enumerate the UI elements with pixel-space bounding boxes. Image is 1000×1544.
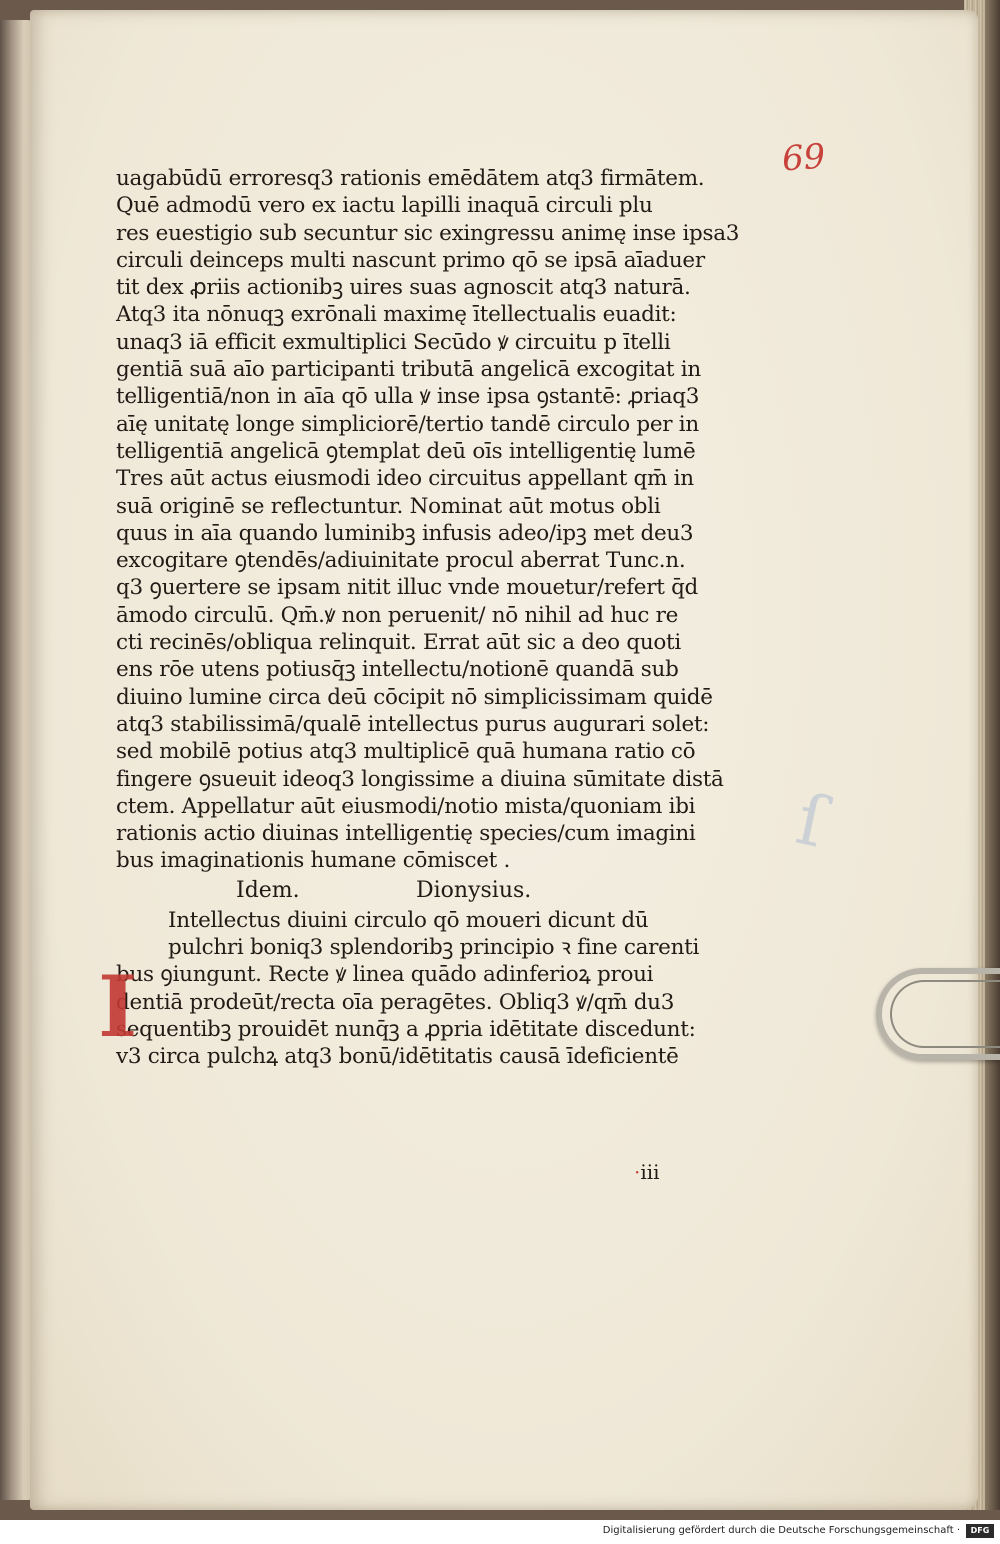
text-line: bus imaginationis humane cōmiscet . bbox=[116, 848, 511, 874]
book-cover-edge bbox=[985, 0, 1000, 1510]
text-line: suā originē se reflectuntur. Nominat aūt motus obli bbox=[116, 493, 661, 519]
text-line: sequentibꝫ prouidēt nunq̄ꝫ a ꝓpria idētitate discedunt: bbox=[116, 1016, 696, 1042]
text-line: rationis actio diuinas intelligentię species/cum imagini bbox=[116, 821, 696, 847]
text-line: Quē admodū vero ex iactu lapilli inaquā circuli plu bbox=[116, 193, 653, 219]
text-line: aīę unitatę longe simpliciorē/tertio tandē circulo per in bbox=[116, 411, 699, 437]
text-line: sed mobilē potius atq3 multiplicē quā humana ratio cō bbox=[116, 739, 696, 765]
text-line: telligentiā/non in aīa qō ulla ꝟ inse ipsa ꝯstantē: ꝓriaq3 bbox=[116, 384, 700, 410]
text-line: fingere ꝯsueuit ideoq3 longissime a diuina sūmitate distā bbox=[116, 766, 724, 792]
text-line: atq3 stabilissimā/qualē intellectus purus augurari solet: bbox=[116, 711, 710, 737]
text-line: q3 ꝯuertere se ipsam nitit illuc vnde mouetur/refert q̄d bbox=[116, 575, 698, 601]
section-heading bbox=[116, 875, 756, 907]
signature-text: iii bbox=[640, 1160, 660, 1184]
signature-dot: · bbox=[634, 1160, 641, 1184]
heading-dionysius: Dionysius. bbox=[416, 877, 532, 903]
text-line: ens rōe utens potiusq̄ꝫ intellectu/notionē quandā sub bbox=[116, 657, 679, 683]
text-line: res euestigio sub secuntur sic exingressu animę inse ipsa3 bbox=[116, 220, 740, 246]
text-line: diuino lumine circa deū cōcipit nō simplicissimam quidē bbox=[116, 684, 713, 710]
text-line: excogitare ꝯtendēs/adiuinitate procul aberrat Tunc.n. bbox=[116, 548, 686, 574]
text-line: cti recinēs/obliqua relinquit. Errat aūt sic a deo quoti bbox=[116, 630, 681, 656]
dfg-logo-badge: DFG bbox=[966, 1524, 994, 1538]
text-line: quus in aīa quando luminibꝫ infusis adeo/ipꝫ met deu3 bbox=[116, 520, 694, 546]
red-initial-letter: I bbox=[98, 957, 138, 1056]
margin-flourish-mark: ſ bbox=[789, 778, 833, 864]
text-line: bus ꝯiungunt. Recte ꝟ linea quādo adinferioꝝ proui bbox=[116, 962, 654, 988]
text-line: dentiā prodeūt/recta oīa peragētes. Obliq3 ꝟ/qm̄ du3 bbox=[116, 989, 675, 1015]
text-line: pulchri boniq3 splendoribꝫ principio ꝛ fine carenti bbox=[168, 935, 700, 961]
text-line: āmodo circulū. Qm̄.ꝟ non peruenit/ nō nihil ad huc re bbox=[116, 602, 679, 628]
text-line: uagabūdū erroresq3 rationis emēdātem atq3 firmātem. bbox=[116, 166, 705, 191]
text-line: telligentiā angelicā ꝯtemplat deū oīs intelligentię lumē bbox=[116, 438, 696, 464]
text-line: Atq3 ita nōnuqꝫ exrōnali maximę ītellectualis euadit: bbox=[116, 302, 677, 328]
heading-idem: Idem. bbox=[236, 877, 300, 903]
metal-page-clip-inner bbox=[890, 980, 1000, 1048]
text-block bbox=[116, 165, 756, 1071]
text-line: unaq3 iā efficit exmultiplici Secūdo ꝟ circuitu p ītelli bbox=[116, 329, 671, 355]
quire-signature bbox=[634, 1160, 660, 1184]
text-line: Tres aūt actus eiusmodi ideo circuitus appellant qm̄ in bbox=[116, 466, 694, 492]
text-line: tit dex ꝓriis actionibꝫ uires suas agnoscit atq3 naturā. bbox=[116, 275, 691, 301]
digitization-credit: Digitalisierung gefördert durch die Deutsche Forschungsgemeinschaft · bbox=[602, 1525, 960, 1536]
page-number: 69 bbox=[780, 136, 827, 180]
text-line: Intellectus diuini circulo qō moueri dicunt dū bbox=[168, 907, 649, 933]
text-line: v3 circa pulchꝝ atq3 bonū/idētitatis causā īdeficientē bbox=[116, 1044, 679, 1070]
book-page bbox=[30, 10, 978, 1510]
text-line: gentiā suā aīo participanti tributā angelicā excogitat in bbox=[116, 357, 701, 383]
adjacent-left-page bbox=[0, 20, 34, 1500]
text-line: ctem. Appellatur aūt eiusmodi/notio mista/quoniam ibi bbox=[116, 793, 696, 819]
text-line: circuli deinceps multi nascunt primo qō se ipsā aīaduer bbox=[116, 247, 705, 273]
